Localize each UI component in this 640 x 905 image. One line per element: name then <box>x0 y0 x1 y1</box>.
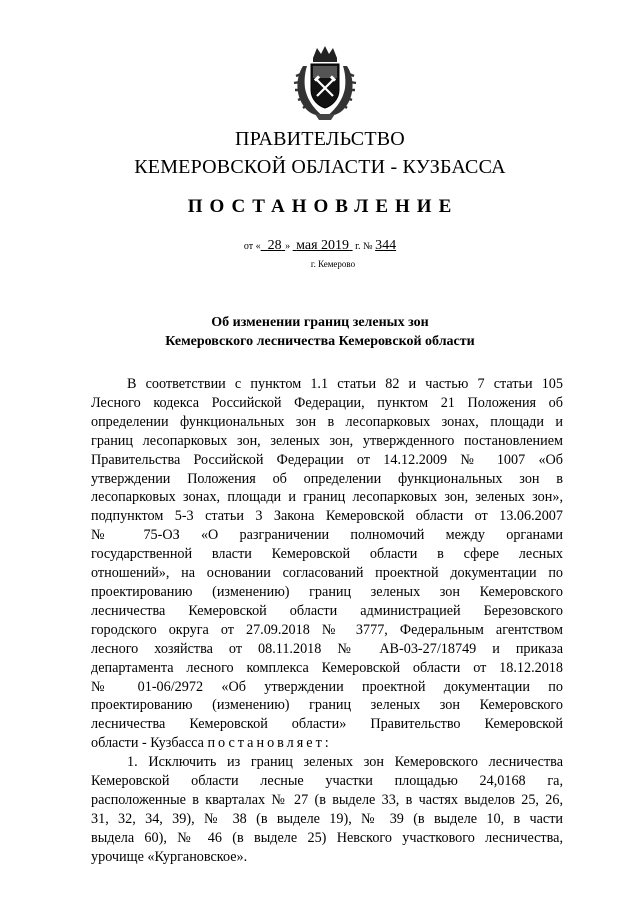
subject-line1: Об изменении границ зеленых зон <box>211 315 429 330</box>
date-from-label: от « <box>243 241 261 252</box>
body-line: лесного хозяйства от 08.11.2018 № АВ-03-27/18749 и приказа <box>91 640 563 657</box>
body-line: № 01-06/2972 «Об утверждении проектной документации по <box>91 678 563 695</box>
subject-line2: Кемеровского лесничества Кемеровской области <box>165 334 475 349</box>
item1-line: расположенные в кварталах № 27 (в выделе 33, в частях выделов 25, 26, <box>91 791 563 808</box>
body-line: государственной власти Кемеровской области в сфере лесных <box>91 546 563 563</box>
item1-line: выдела 60), № 46 (в выделе 25) Невского участкового лесничества, <box>91 829 563 846</box>
body-line: проектированию (изменению) границ зеленых зон Кемеровского <box>91 583 563 600</box>
item1-line: Кемеровской области лесные участки площадью 24,0168 га, <box>91 773 563 790</box>
date-close-quote: » <box>285 241 291 252</box>
decree-number: 344 <box>375 238 397 253</box>
decree-title: ПОСТАНОВЛЕНИЕ <box>187 196 459 217</box>
date-year-suffix: г. <box>355 241 361 252</box>
item1-line: урочище «Кургановское». <box>91 848 248 865</box>
body-last-line-prefix: области - Кузбасса <box>91 735 204 752</box>
body-line-resolves <box>91 734 563 753</box>
body-line: № 75-ОЗ «О разграничении полномочий между органами <box>91 527 563 544</box>
coat-of-arms-emblem <box>293 44 357 122</box>
government-name-line1: ПРАВИТЕЛЬСТВО <box>235 128 405 150</box>
body-line: Правительства Российской Федерации от 14.12.2009 № 1007 «Об <box>91 451 563 468</box>
date-month-year: мая 2019 <box>296 238 350 253</box>
decree-body <box>91 375 563 867</box>
body-line: определении функциональных зон в лесопарковых зонах, площади и <box>91 413 563 430</box>
body-line: проектированию (изменению) границ зеленых зон Кемеровского <box>91 697 563 714</box>
number-sign: № <box>363 241 373 252</box>
resolves-word: постановляет: <box>207 735 332 752</box>
coat-of-arms-icon <box>293 44 357 122</box>
body-line: отношений», на основании согласований проектной документации по <box>91 565 563 582</box>
body-line: лесничества Кемеровской области администрацией Березовского <box>91 602 563 619</box>
decree-city: г. Кемерово <box>310 259 356 269</box>
body-line: подпунктом 5-3 статьи 3 Закона Кемеровской области от 13.06.2007 <box>91 508 563 525</box>
body-line: лесничества Кемеровской области» Правительство Кемеровской <box>91 716 563 733</box>
body-line: В соответствии с пунктом 1.1 статьи 82 и частью 7 статьи 105 <box>127 376 563 392</box>
body-line: Лесного кодекса Российской Федерации, пунктом 21 Положения об <box>91 394 563 411</box>
decree-date-line <box>0 239 640 254</box>
body-line: лесопарковых зонах, площади и границ лесопарковых зон, зеленых зон», <box>91 489 563 506</box>
body-line: департамента лесного комплекса Кемеровской области от 18.12.2018 <box>91 659 563 676</box>
item1-line: 1. Исключить из границ зеленых зон Кемеровского лесничества <box>127 754 563 771</box>
body-line: городского округа от 27.09.2018 № 3777, Федеральным агентством <box>91 621 563 638</box>
government-name-line2: КЕМЕРОВСКОЙ ОБЛАСТИ - КУЗБАССА <box>134 156 506 178</box>
body-line: границ лесопарковых зон, зеленых зон, утвержденного постановлением <box>91 432 563 449</box>
body-line: утверждении Положения об определении функциональных зон в <box>91 470 563 487</box>
item1-line: 31, 32, 34, 39), № 38 (в выделе 19), № 39 (в выделе 10, в части <box>91 810 563 827</box>
date-day: 28 <box>267 238 282 253</box>
